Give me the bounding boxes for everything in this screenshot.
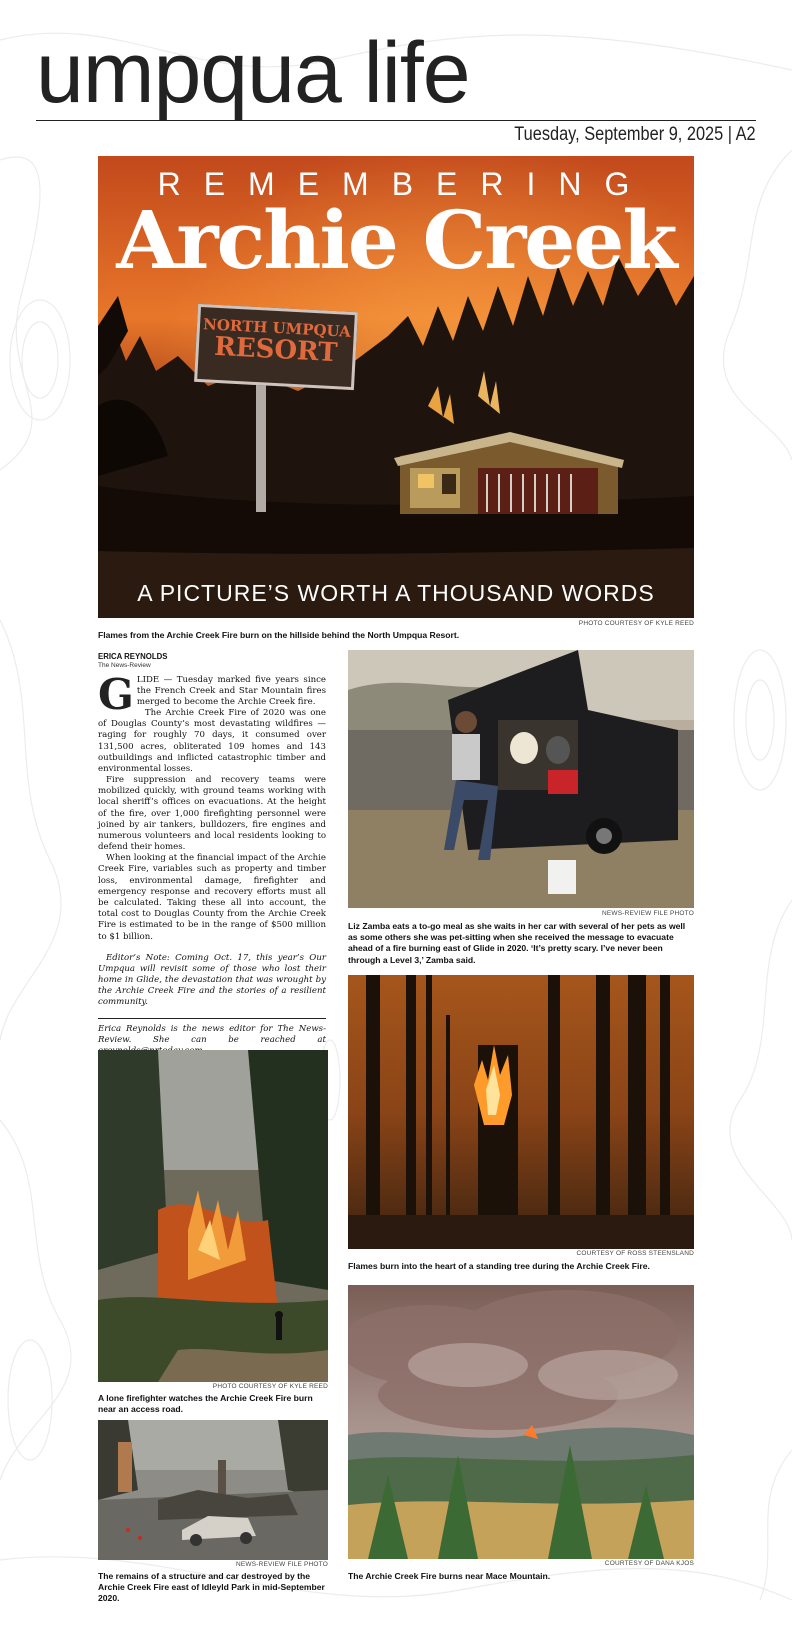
contact-rule <box>98 1018 326 1019</box>
byline-outlet: The News-Review <box>98 662 151 670</box>
author-contact: Erica Reynolds is the news editor for The News-Review. She can be reached at <box>98 1023 326 1045</box>
smoke-photo-credit: COURTESY OF DANA KJOS <box>604 1560 694 1567</box>
masthead-rule <box>36 120 756 121</box>
dateline: Tuesday, September 9, 2025 | A2 <box>514 124 756 145</box>
firefighter-photo-credit: PHOTO COURTESY OF KYLE REED <box>212 1383 328 1390</box>
resort-sign-line2: RESORT <box>213 331 339 369</box>
ruins-photo-caption: The remains of a structure and car destroyed by the Archie Creek Fire east of Idleyld Park in mid-September 2020. <box>98 1571 325 1604</box>
article-paragraph: Fire suppression and recovery teams were mobilized quickly, with ground teams working with local sheriff’s offices on evacuations. At the height of the fire, over 1,000 firefighting personnel were joined by air tankers, bulldozers, fire engines and numerous volunteers and local residents looking to defend their homes. <box>98 775 326 853</box>
hero-title: Archie Creek <box>116 193 676 287</box>
article-paragraph: GLIDE — Tuesday marked five years since the French Creek and Star Mountain fires merged to become the Archie Creek fire. <box>98 669 326 719</box>
hero-image <box>98 156 694 618</box>
editors-note: Editor’s Note: Coming Oct. 17, this year’s Our Umpqua will revisit some of those who lost their home in Glide, the devastation that was wrought by the Archie Creek Fire and the stories of a resilient community. <box>98 952 326 1008</box>
resort-sign <box>194 304 358 390</box>
resort-sign-line1: NORTH UMPQUA <box>202 315 352 341</box>
photo-firefighter <box>98 1050 328 1382</box>
photo-smoke-mace-mountain <box>348 1285 694 1559</box>
photo-burning-tree <box>348 975 694 1249</box>
hero-credit: PHOTO COURTESY OF KYLE REED <box>578 620 694 627</box>
tree-photo-credit: COURTESY OF ROSS STEENSLAND <box>576 1250 694 1257</box>
hero-tagline: A PICTURE’S WORTH A THOUSAND WORDS <box>137 580 655 606</box>
hero-caption: Flames from the Archie Creek Fire burn on the hillside behind the North Umpqua Resort. <box>98 630 460 640</box>
article <box>98 652 326 1057</box>
hero-kicker: REMEMBERING <box>157 166 653 202</box>
masthead-title: umpqua life <box>36 25 470 121</box>
byline: ERICA REYNOLDS <box>98 652 168 661</box>
article-paragraph: The Archie Creek Fire of 2020 was one of Douglas County’s most devastating wildfires — raging for roughly 70 days, it consumed over 131,500 acres, obliterated 109 homes and 143 outbuildings and inflicted catastrophic timber and environmental losses. <box>98 708 326 774</box>
car-photo-credit: NEWS-REVIEW FILE PHOTO <box>601 910 694 917</box>
ruins-photo-credit: NEWS-REVIEW FILE PHOTO <box>235 1561 328 1568</box>
dropcap: G <box>98 669 134 719</box>
smoke-photo-caption: The Archie Creek Fire burns near Mace Mountain. <box>348 1571 551 1581</box>
firefighter-photo-caption: A lone firefighter watches the Archie Creek Fire burn near an access road. <box>98 1393 313 1415</box>
photo-ruins <box>98 1420 328 1560</box>
photo-car-evacuation <box>348 650 694 908</box>
article-paragraph: When looking at the financial impact of the Archie Creek Fire, variables such as property and timber loss, environmental damage, firefighter and emergency response and recovery efforts must all be calculated. Taking these all into account, the total cost to Douglas County from the Archie Creek Fire is estimated to be in the range of $500 million to $1 billion. <box>98 853 326 942</box>
tree-photo-caption: Flames burn into the heart of a standing tree during the Archie Creek Fire. <box>348 1261 650 1271</box>
car-photo-caption: Liz Zamba eats a to-go meal as she waits in her car with several of her pets as well as some others she was pet-sitting when she received the message to evacuate ahead of a fire burning east of Glide in 2020. ‘It’s pretty scary. I’ve never been through a Level 3,’ Zamba said. <box>348 921 686 965</box>
